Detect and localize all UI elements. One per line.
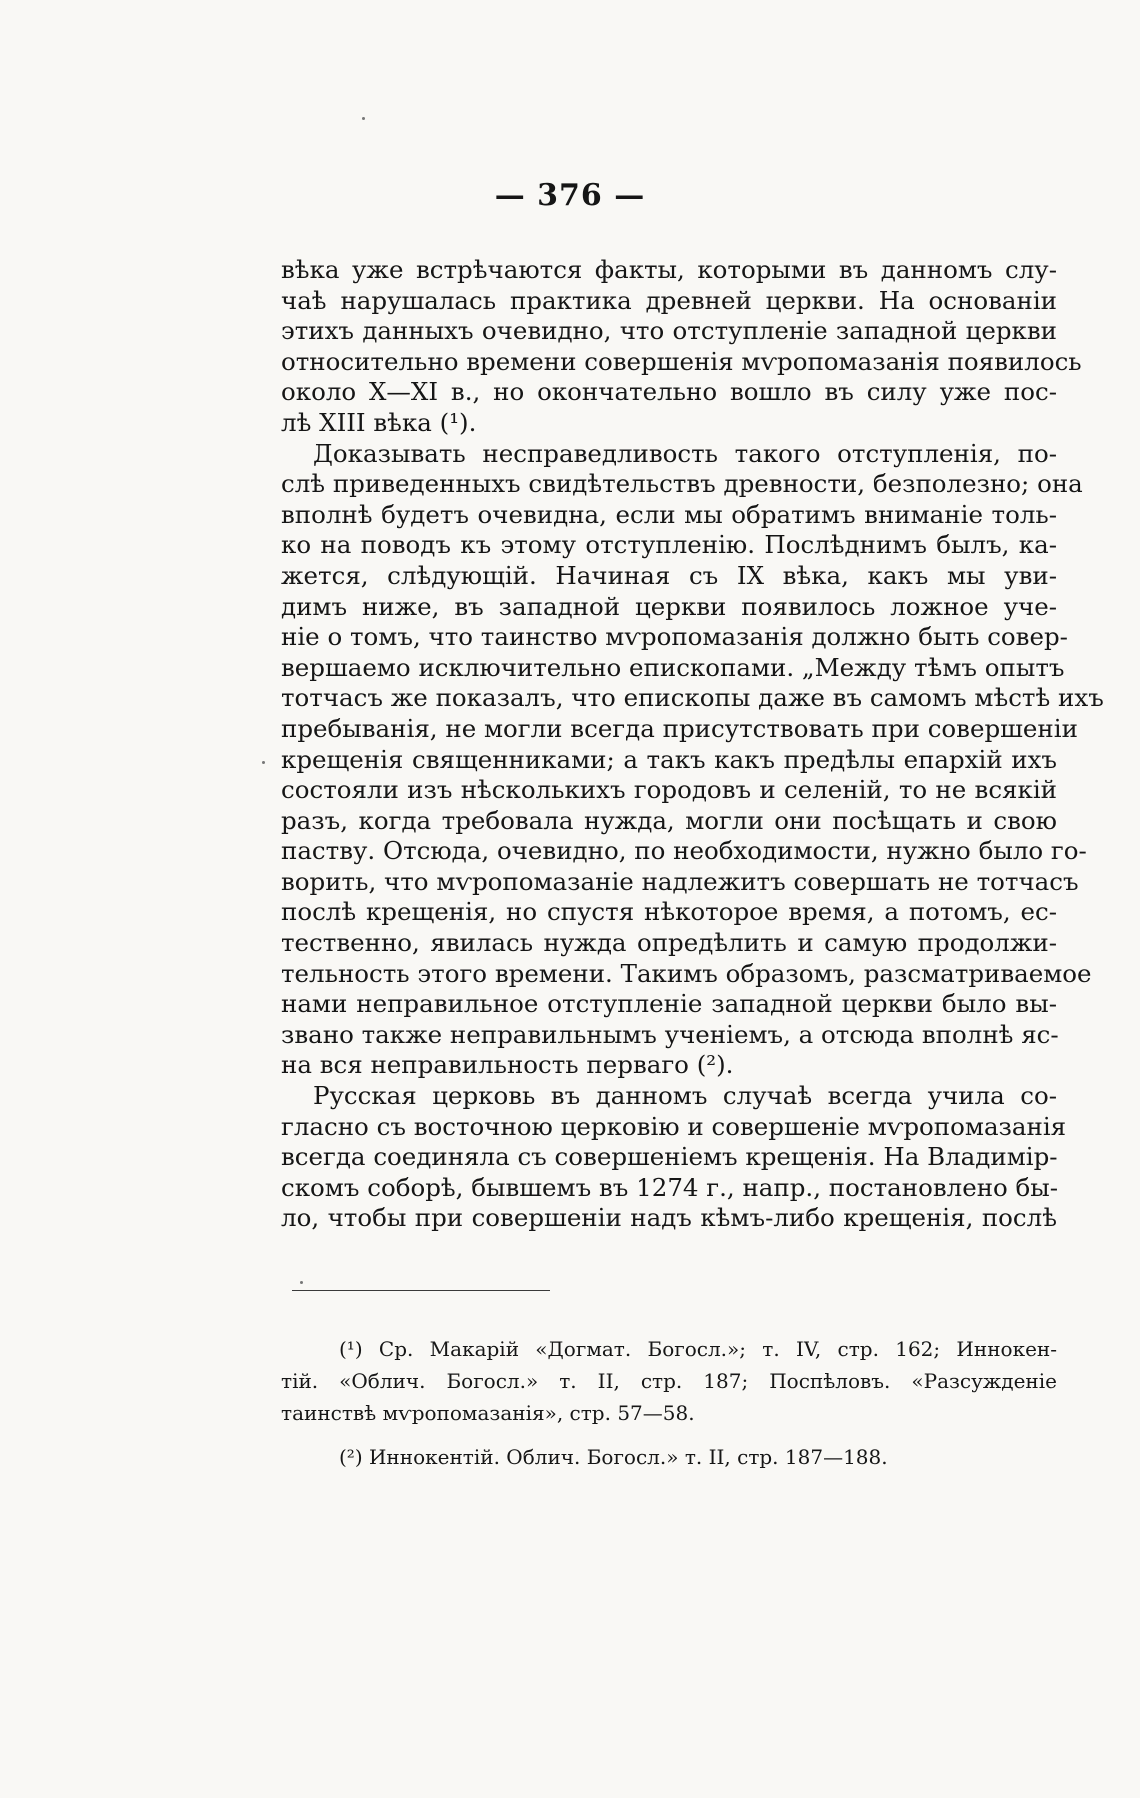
footnote [281,1333,1057,1429]
text-line: на вся неправильность перваго (²). [281,1050,734,1080]
footnote-line: тій. «Облич. Богосл.» т. II, стр. 187; Поспѣловъ. «Разсужденіе [281,1369,1057,1393]
text-line: жется, слѣдующій. Начиная съ IX вѣка, какъ мы уви- [281,560,1057,590]
text-line: вершаемо исключительно епископами. „Между тѣмъ опытъ [281,652,1065,682]
footnote-separator [292,1290,550,1291]
text-line: Русская церковь въ данномъ случаѣ всегда учила со- [313,1081,1057,1111]
footnote-line: (²) Иннокентій. Облич. Богосл.» т. II, стр. 187—188. [339,1445,888,1469]
text-line: этихъ данныхъ очевидно, что отступленіе западной церкви [281,316,1057,346]
text-line: ло, чтобы при совершеніи надъ кѣмъ-либо крещенія, послѣ [281,1203,1057,1233]
text-line: вполнѣ будетъ очевидна, если мы обратимъ вниманіе толь- [281,499,1057,529]
text-line: димъ ниже, въ западной церкви появилось ложное уче- [281,591,1057,621]
footnote-line: (¹) Ср. Макарій «Догмат. Богосл.»; т. IV, стр. 162; Иннокен- [339,1337,1057,1361]
body-text [281,255,1104,1234]
text-line: тельность этого времени. Такимъ образомъ, разсматриваемое [281,958,1092,988]
text-line: Доказывать несправедливость такого отступленія, по- [313,438,1057,468]
text-line: скомъ соборѣ, бывшемъ въ 1274 г., напр., постановлено бы- [281,1172,1059,1202]
footnote [281,1441,1057,1473]
text-line: вѣка уже встрѣчаются факты, которыми въ данномъ слу- [281,255,1057,284]
text-line: относительно времени совершенія мѵропомазанія появилось [281,346,1082,376]
text-line: около X—XI в., но окончательно вошло въ силу уже пос- [281,377,1057,407]
text-line: ко на поводъ къ этому отступленію. Послѣднимъ былъ, ка- [281,530,1057,560]
footnotes [281,1333,1057,1473]
text-line: тотчасъ же показалъ, что епископы даже въ самомъ мѣстѣ ихъ [281,683,1104,713]
scan-speck [362,117,365,120]
text-line: гласно съ восточною церковію и совершеніе мѵропомазанія [281,1111,1067,1141]
footnote-line: таинствѣ мѵропомазанія», стр. 57—58. [281,1401,695,1425]
text-line: пребыванія, не могли всегда присутствовать при совершеніи [281,713,1078,743]
text-line: чаѣ нарушалась практика древней церкви. На основаніи [281,285,1057,315]
text-line: состояли изъ нѣсколькихъ городовъ и селеній, то не всякій [281,775,1057,805]
text-line: тественно, явилась нужда опредѣлить и самую продолжи- [281,928,1057,958]
text-line: разъ, когда требовала нужда, могли они посѣщать и свою [281,805,1057,835]
scan-speck [262,761,265,764]
text-line: всегда соединяла съ совершеніемъ крещенія. На Владимір- [281,1142,1058,1172]
scan-speck [300,1281,303,1284]
text-line: слѣ приведенныхъ свидѣтельствъ древности, безполезно; она [281,469,1083,499]
text-line: звано также неправильнымъ ученіемъ, а отсюда вполнѣ яс- [281,1019,1059,1049]
text-line: лѣ XIII вѣка (¹). [281,407,477,437]
page-number: — 376 — [494,178,646,213]
text-line: нами неправильное отступленіе западной церкви было вы- [281,989,1057,1019]
footnote-gap [281,1429,1057,1441]
text-line: паству. Отсюда, очевидно, по необходимости, нужно было го- [281,836,1087,866]
text-line: ніе о томъ, что таинство мѵропомазанія должно быть совер- [281,622,1068,652]
text-line: крещенія священниками; а такъ какъ предѣлы епархій ихъ [281,744,1057,774]
text-line: ворить, что мѵропомазаніе надлежитъ совершать не тотчасъ [281,866,1079,896]
text-line: послѣ крещенія, но спустя нѣкоторое время, а потомъ, ес- [281,897,1057,927]
